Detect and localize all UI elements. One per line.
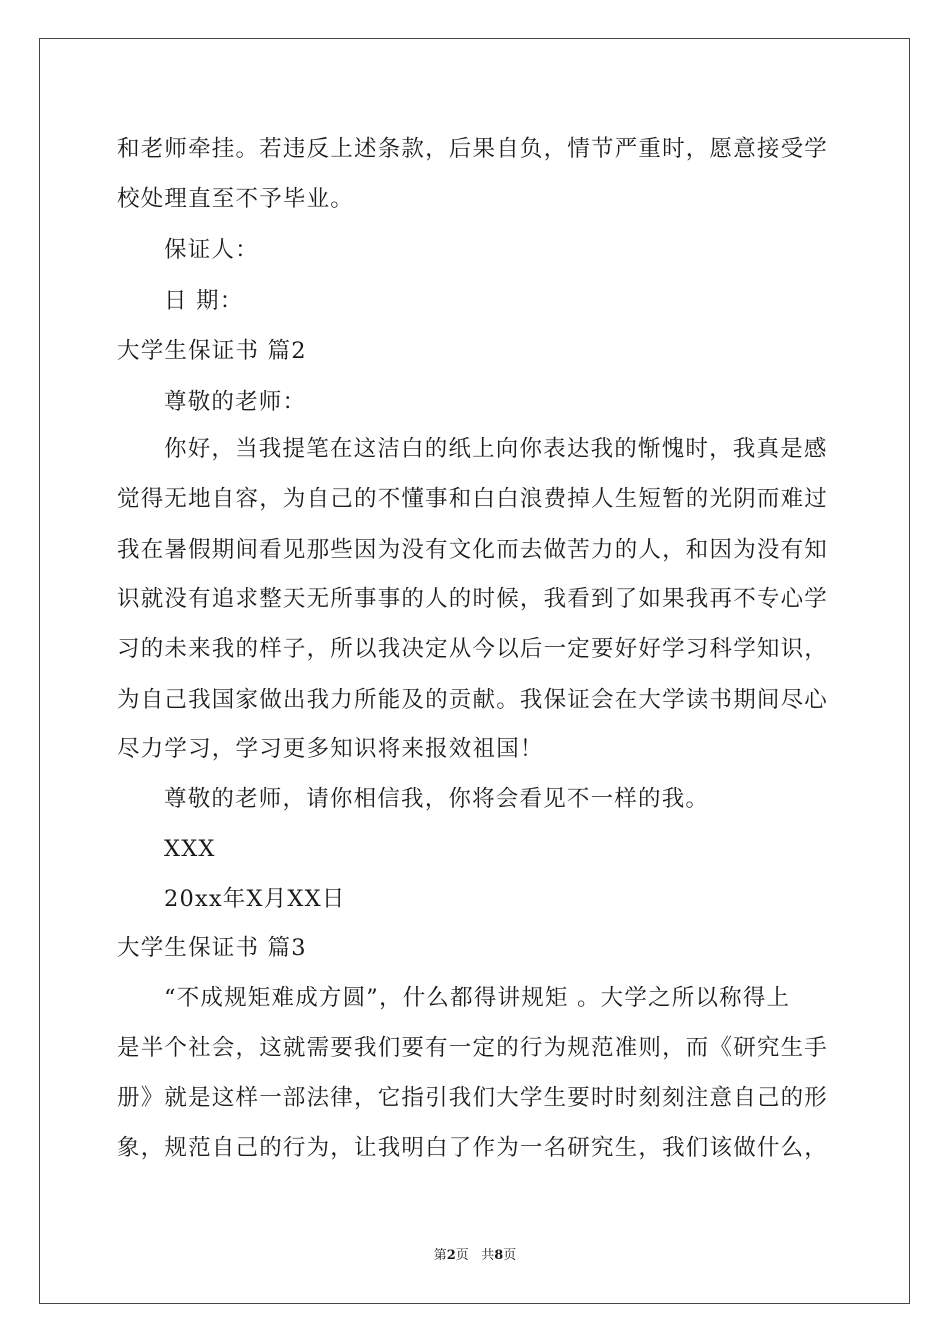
section-heading-3: 大学生保证书 篇3: [117, 935, 307, 961]
body-line: 尊敬的老师，请你相信我，你将会看见不一样的我。: [164, 786, 710, 812]
page-number-suffix: 页: [455, 1248, 469, 1263]
body-line: 你好，当我提笔在这洁白的纸上向你表达我的惭愧时，我真是感: [164, 436, 828, 462]
body-line: 和老师牵挂。若违反上述条款，后果自负，情节严重时，愿意接受学: [117, 136, 829, 162]
body-line: 校处理直至不予毕业。: [117, 186, 355, 212]
body-line: 觉得无地自容，为自己的不懂事和白白浪费掉人生短暂的光阴而难过: [117, 486, 829, 512]
body-line: 习的未来我的样子，所以我决定从今以后一定要好好学习科学知识，: [117, 636, 829, 662]
letter-date: 20xx年X月XX日: [164, 886, 346, 912]
signature-placeholder: XXX: [164, 836, 216, 862]
body-line: 尽力学习，学习更多知识将来报效祖国！: [117, 736, 544, 762]
body-line: 我在暑假期间看见那些因为没有文化而去做苦力的人，和因为没有知: [117, 537, 829, 563]
page-number: 2: [446, 1248, 456, 1263]
body-line: 册》就是这样一部法律，它指引我们大学生要时时刻刻注意自己的形: [117, 1085, 829, 1111]
body-line: “不成规矩难成方圆”，什么都得讲规矩 。大学之所以称得上: [164, 985, 791, 1011]
body-line: 象，规范自己的行为，让我明白了作为一名研究生，我们该做什么，: [117, 1135, 829, 1161]
page-border: [39, 38, 910, 1304]
date-label: 日 期：: [164, 288, 244, 314]
section-heading-2: 大学生保证书 篇2: [117, 338, 307, 364]
page-number-prefix: 第: [433, 1248, 447, 1263]
total-pages-suffix: 页: [503, 1248, 517, 1263]
total-pages: 8: [494, 1248, 504, 1263]
total-pages-prefix: 共: [481, 1248, 495, 1263]
body-line: 是半个社会，这就需要我们要有一定的行为规范准则，而《研究生手: [117, 1035, 829, 1061]
body-line: 为自己我国家做出我力所能及的贡献。我保证会在大学读书期间尽心: [117, 687, 829, 713]
guarantor-label: 保证人：: [164, 237, 259, 263]
body-line: 识就没有追求整天无所事事的人的时候，我看到了如果我再不专心学: [117, 586, 829, 612]
salutation: 尊敬的老师：: [164, 389, 307, 415]
page-footer: [0, 1247, 950, 1265]
